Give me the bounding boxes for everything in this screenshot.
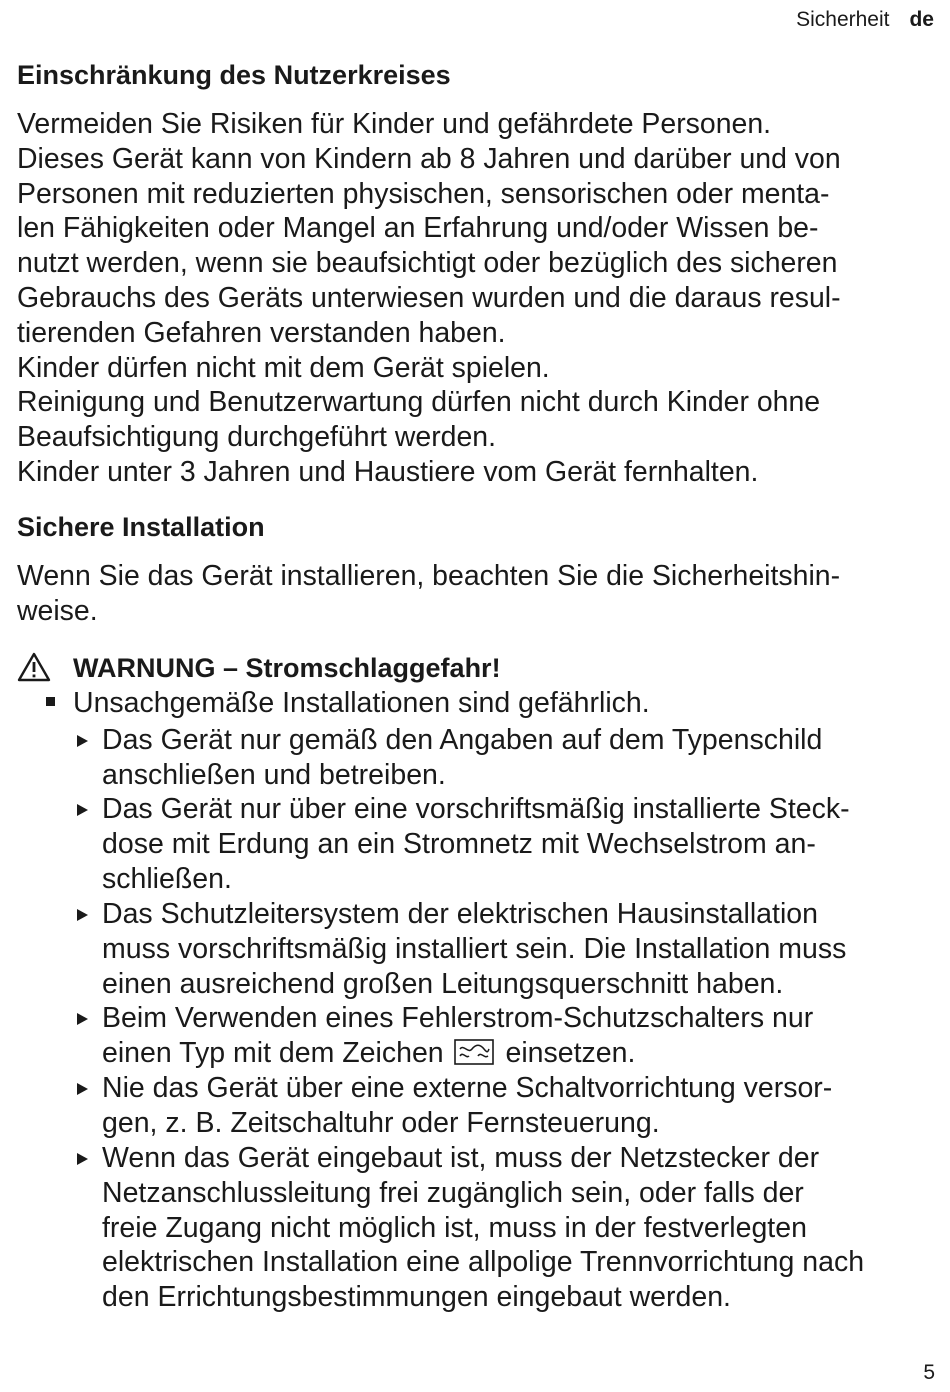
- text-line: len Fähigkeiten oder Mangel an Erfahrung und/oder Wissen be-: [17, 212, 819, 245]
- paragraph-user-restriction: [17, 107, 937, 490]
- step-line: Beim Verwenden eines Fehlerstrom-Schutzschalters nur: [102, 1002, 814, 1034]
- text-line: Dieses Gerät kann von Kindern ab 8 Jahren und darüber und von: [17, 142, 841, 175]
- warning-triangle-icon: [17, 652, 51, 682]
- text-line: weise.: [17, 594, 98, 627]
- arrow-icon: [77, 909, 88, 921]
- heading-safe-installation: Sichere Installation: [17, 512, 265, 542]
- text-line: Gebrauchs des Geräts unterwiesen wurden und die daraus resul-: [17, 281, 841, 314]
- heading-user-restriction: Einschränkung des Nutzerkreises: [17, 60, 451, 90]
- warning-bullet: [46, 686, 650, 721]
- bullet-text: Unsachgemäße Installationen sind gefährlich.: [73, 687, 650, 719]
- arrow-icon: [77, 735, 88, 747]
- step-line: [102, 1036, 813, 1071]
- step-line: Wenn das Gerät eingebaut ist, muss der Netzstecker der: [102, 1142, 820, 1174]
- text-line: Kinder unter 3 Jahren und Haustiere vom Gerät fernhalten.: [17, 455, 759, 488]
- text-line: nutzt werden, wenn sie beaufsichtigt oder bezüglich des sicheren: [17, 247, 838, 280]
- warning-heading: [17, 650, 501, 686]
- text-line: Personen mit reduzierten physischen, sensorischen oder menta-: [17, 177, 830, 210]
- step-line: anschließen und betreiben.: [102, 758, 446, 791]
- text-line: Reinigung und Benutzerwartung dürfen nicht durch Kinder ohne: [17, 386, 821, 419]
- step-line: freie Zugang nicht möglich ist, muss in der festverlegten: [102, 1211, 807, 1244]
- step-line: einen ausreichend großen Leitungsquerschnitt haben.: [102, 967, 784, 1000]
- header-language: de: [909, 8, 934, 31]
- page-number: 5: [923, 1361, 935, 1384]
- page-header: [796, 6, 934, 34]
- step-line: den Errichtungsbestimmungen eingebaut werden.: [102, 1281, 731, 1314]
- step-line: muss vorschriftsmäßig installiert sein. Die Installation muss: [102, 932, 847, 965]
- step-line: elektrischen Installation eine allpolige Trennvorrichtung nach: [102, 1246, 865, 1279]
- step-line: Netzanschlussleitung frei zugänglich sein, oder falls der: [102, 1176, 804, 1209]
- step-line: schließen.: [102, 862, 232, 895]
- step-line: Das Schutzleitersystem der elektrischen Hausinstallation: [102, 898, 818, 930]
- arrow-icon: [77, 804, 88, 816]
- arrow-icon: [77, 1013, 88, 1025]
- step-line-part: einen Typ mit dem Zeichen: [102, 1036, 444, 1069]
- rcd-type-symbol-icon: [454, 1039, 494, 1065]
- text-line: tierenden Gefahren verstanden haben.: [17, 316, 506, 349]
- step-line: Nie das Gerät über eine externe Schaltvorrichtung versor-: [102, 1072, 833, 1104]
- step-line: gen, z. B. Zeitschaltuhr oder Fernsteuerung.: [102, 1106, 660, 1139]
- text-line: Vermeiden Sie Risiken für Kinder und gefährdete Personen.: [17, 108, 772, 140]
- step-line-part: einsetzen.: [505, 1036, 636, 1069]
- header-section: Sicherheit: [796, 8, 890, 31]
- text-line: Beaufsichtigung durchgeführt werden.: [17, 421, 497, 454]
- bullet-square: [46, 697, 55, 706]
- arrow-icon: [77, 1083, 88, 1095]
- arrow-icon: [77, 1153, 88, 1165]
- text-line: Kinder dürfen nicht mit dem Gerät spielen.: [17, 351, 550, 384]
- step-line: dose mit Erdung an ein Stromnetz mit Wechselstrom an-: [102, 827, 816, 860]
- warning-title: WARNUNG – Stromschlaggefahr!: [73, 653, 501, 683]
- step-line: Das Gerät nur gemäß den Angaben auf dem Typenschild: [102, 724, 823, 756]
- step-line: Das Gerät nur über eine vorschriftsmäßig installierte Steck-: [102, 793, 850, 825]
- text-line: Wenn Sie das Gerät installieren, beachten Sie die Sicherheitshin-: [17, 560, 841, 592]
- paragraph-safe-installation: [17, 559, 937, 629]
